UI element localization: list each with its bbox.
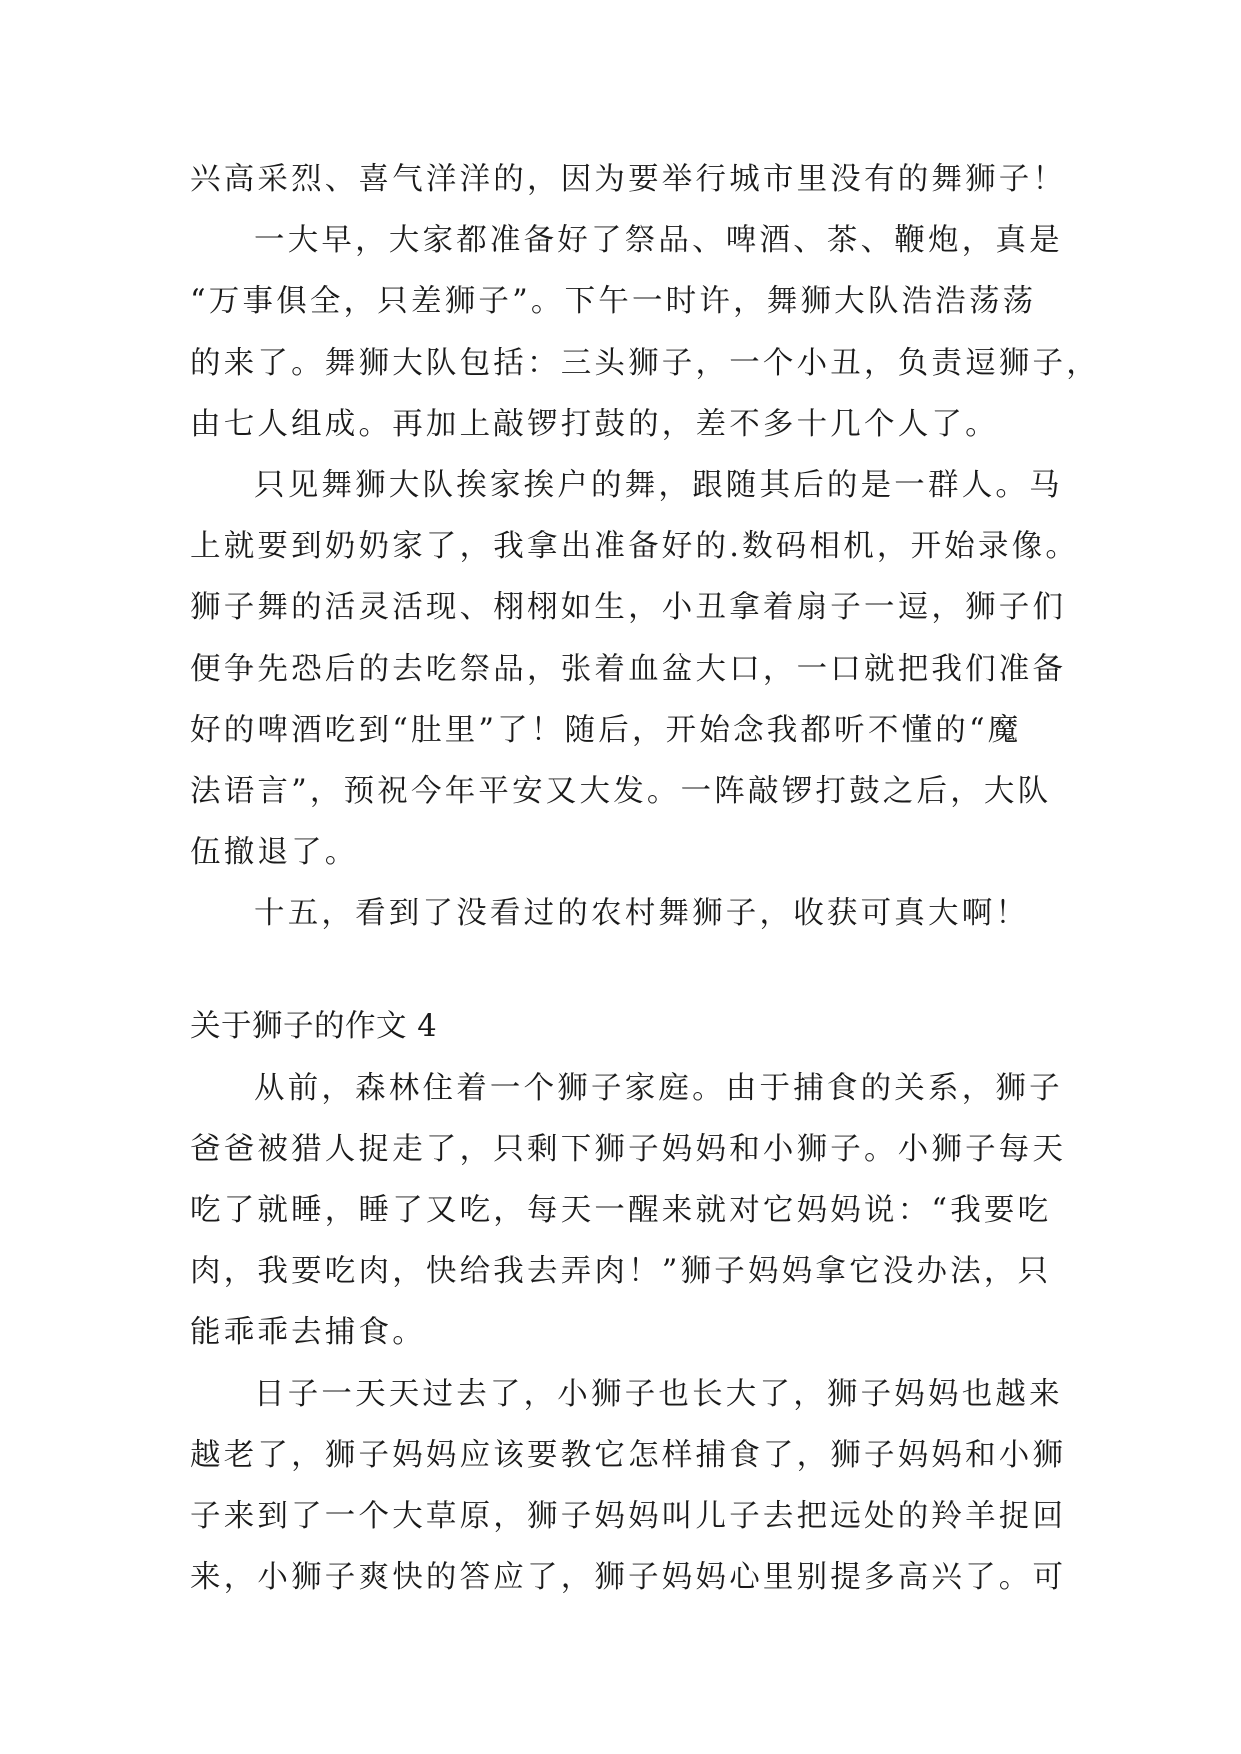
essay-heading: 关于狮子的作文 4 — [190, 1009, 438, 1045]
section-gap — [190, 955, 1050, 1007]
text-line: 便争先恐后的去吃祭品，张着血盆大口，一口就把我们准备 — [190, 651, 1067, 687]
text-line: 越老了，狮子妈妈应该要教它怎样捕食了，狮子妈妈和小狮 — [190, 1437, 1067, 1473]
text-line: 上就要到奶奶家了，我拿出准备好的.数码相机，开始录像。 — [190, 529, 1080, 565]
text-line: 子来到了一个大草原，狮子妈妈叫儿子去把远处的羚羊捉回 — [190, 1498, 1067, 1534]
text-line: 肉，我要吃肉，快给我去弄肉！”狮子妈妈拿它没办法，只 — [190, 1254, 1052, 1290]
paragraph-start-line: 十五，看到了没看过的农村舞狮子，收获可真大啊！ — [254, 896, 1030, 932]
text-line: 法语言”，预祝今年平安又大发。一阵敲锣打鼓之后，大队 — [190, 773, 1052, 809]
text-line: 能乖乖去捕食。 — [190, 1315, 426, 1351]
text-line: 兴高采烈、喜气洋洋的，因为要举行城市里没有的舞狮子！ — [190, 162, 1067, 197]
text-line: 由七人组成。再加上敲锣打鼓的，差不多十几个人了。 — [190, 406, 999, 442]
paragraph-start-line: 只见舞狮大队挨家挨户的舞，跟随其后的是一群人。马 — [254, 467, 1063, 503]
text-line: 爸爸被猎人捉走了，只剩下狮子妈妈和小狮子。小狮子每天 — [190, 1131, 1067, 1167]
text-line: “万事俱全，只差狮子”。下午一时许，舞狮大队浩浩荡荡 — [190, 284, 1037, 320]
text-line: 的来了。舞狮大队包括：三头狮子，一个小丑，负责逗狮子， — [190, 345, 1100, 381]
paragraph-start-line: 一大早，大家都准备好了祭品、啤酒、茶、鞭炮，真是 — [254, 223, 1063, 259]
text-line: 伍撤退了。 — [190, 835, 359, 871]
paragraph-start-line: 日子一天天过去了，小狮子也长大了，狮子妈妈也越来 — [254, 1376, 1063, 1412]
text-line: 好的啤酒吃到“肚里”了！随后，开始念我都听不懂的“魔 — [190, 712, 1022, 748]
paragraph-start-line: 从前，森林住着一个狮子家庭。由于捕食的关系，狮子 — [254, 1070, 1063, 1106]
text-line: 吃了就睡，睡了又吃，每天一醒来就对它妈妈说：“我要吃 — [190, 1193, 1052, 1228]
text-line: 来，小狮子爽快的答应了，狮子妈妈心里别提多高兴了。可 — [190, 1560, 1067, 1596]
document-body — [190, 160, 1100, 1619]
text-line: 狮子舞的活灵活现、栩栩如生，小丑拿着扇子一逗，狮子们 — [190, 590, 1067, 626]
